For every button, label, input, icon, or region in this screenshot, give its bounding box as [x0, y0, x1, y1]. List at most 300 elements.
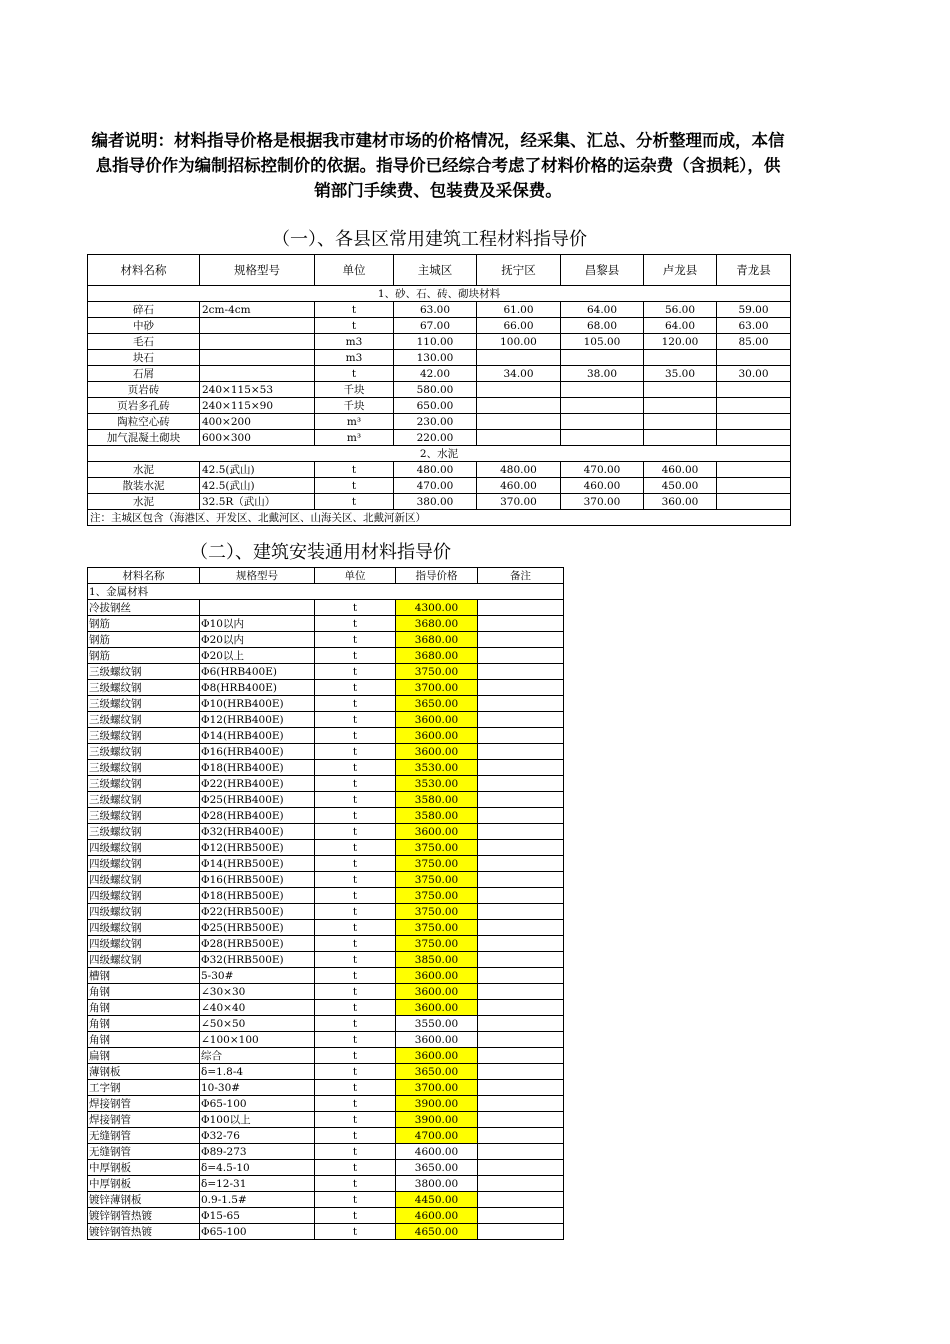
- unit: m3: [315, 350, 394, 366]
- guide-price: 3750.00: [396, 888, 478, 904]
- remark: [478, 1208, 564, 1224]
- material-name: 三级螺纹钢: [88, 760, 200, 776]
- price-main-city: 470.00: [394, 478, 477, 494]
- unit: t: [315, 1208, 396, 1224]
- column-header: 主城区: [394, 255, 477, 286]
- column-header: 备注: [478, 568, 564, 584]
- material-name: 陶粒空心砖: [88, 414, 200, 430]
- material-name: 四级螺纹钢: [88, 888, 200, 904]
- guide-price: 3680.00: [396, 632, 478, 648]
- price-main-city: 480.00: [394, 462, 477, 478]
- unit: t: [315, 1096, 396, 1112]
- table-row: [88, 478, 791, 494]
- remark: [478, 936, 564, 952]
- price-funing: 66.00: [477, 318, 561, 334]
- spec: Φ18(HRB500E): [200, 888, 315, 904]
- remark: [478, 1064, 564, 1080]
- column-header: 材料名称: [88, 255, 200, 286]
- guide-price: 4600.00: [396, 1208, 478, 1224]
- spec: [200, 350, 315, 366]
- table-row: [88, 1016, 564, 1032]
- guide-price: 3680.00: [396, 648, 478, 664]
- material-name: 四级螺纹钢: [88, 904, 200, 920]
- table-row: [88, 632, 564, 648]
- unit: t: [315, 776, 396, 792]
- unit: t: [315, 680, 396, 696]
- spec: ∠40×40: [200, 1000, 315, 1016]
- price-main-city: 130.00: [394, 350, 477, 366]
- table-row: [88, 616, 564, 632]
- spec: Φ25(HRB500E): [200, 920, 315, 936]
- unit: t: [315, 792, 396, 808]
- unit: t: [315, 744, 396, 760]
- remark: [478, 808, 564, 824]
- remark: [478, 920, 564, 936]
- guide-price: 3530.00: [396, 776, 478, 792]
- material-name: 毛石: [88, 334, 200, 350]
- unit: t: [315, 760, 396, 776]
- price-qinglong: [717, 382, 791, 398]
- unit: t: [315, 302, 394, 318]
- material-name: 四级螺纹钢: [88, 952, 200, 968]
- spec: Φ89-273: [200, 1144, 315, 1160]
- price-changli: 470.00: [561, 462, 644, 478]
- unit: t: [315, 616, 396, 632]
- spec: Φ32(HRB400E): [200, 824, 315, 840]
- table-row: [88, 728, 564, 744]
- material-name: 块石: [88, 350, 200, 366]
- material-name: 镀锌钢管热镀: [88, 1224, 200, 1240]
- unit: t: [315, 1064, 396, 1080]
- spec: [200, 318, 315, 334]
- unit: t: [315, 888, 396, 904]
- column-header: 青龙县: [717, 255, 791, 286]
- material-name: 薄钢板: [88, 1064, 200, 1080]
- remark: [478, 792, 564, 808]
- spec: ∠30×30: [200, 984, 315, 1000]
- spec: 0.9-1.5#: [200, 1192, 315, 1208]
- price-main-city: 650.00: [394, 398, 477, 414]
- material-name: 无缝钢管: [88, 1144, 200, 1160]
- column-header: 单位: [315, 568, 396, 584]
- remark: [478, 1000, 564, 1016]
- table-row: [88, 808, 564, 824]
- table-row: [88, 776, 564, 792]
- table-row: [88, 936, 564, 952]
- column-header: 规格型号: [200, 568, 315, 584]
- price-changli: 460.00: [561, 478, 644, 494]
- remark: [478, 664, 564, 680]
- price-changli: 64.00: [561, 302, 644, 318]
- county-price-table: [87, 254, 791, 526]
- guide-price: 3650.00: [396, 1160, 478, 1176]
- table-row: [88, 1080, 564, 1096]
- price-qinglong: [717, 350, 791, 366]
- unit: t: [315, 318, 394, 334]
- remark: [478, 616, 564, 632]
- price-lulong: 35.00: [644, 366, 717, 382]
- table-row: [88, 1048, 564, 1064]
- price-main-city: 220.00: [394, 430, 477, 446]
- material-name: 角钢: [88, 1016, 200, 1032]
- spec: Φ8(HRB400E): [200, 680, 315, 696]
- section-label: 1、金属材料: [88, 584, 564, 600]
- guide-price: 3600.00: [396, 824, 478, 840]
- spec: Φ100以上: [200, 1112, 315, 1128]
- unit: m3: [315, 334, 394, 350]
- table-row: [88, 760, 564, 776]
- price-lulong: [644, 430, 717, 446]
- guide-price: 3750.00: [396, 872, 478, 888]
- material-name: 角钢: [88, 1032, 200, 1048]
- material-name: 镀锌薄钢板: [88, 1192, 200, 1208]
- table1-header-row: [88, 255, 791, 286]
- remark: [478, 1032, 564, 1048]
- material-name: 四级螺纹钢: [88, 872, 200, 888]
- price-qinglong: [717, 478, 791, 494]
- price-changli: 370.00: [561, 494, 644, 510]
- remark: [478, 872, 564, 888]
- unit: t: [315, 840, 396, 856]
- unit: t: [315, 856, 396, 872]
- spec: Φ28(HRB400E): [200, 808, 315, 824]
- unit: t: [315, 1176, 396, 1192]
- guide-price: 3750.00: [396, 920, 478, 936]
- price-funing: 370.00: [477, 494, 561, 510]
- column-header: 昌黎县: [561, 255, 644, 286]
- price-lulong: 120.00: [644, 334, 717, 350]
- guide-price: 3530.00: [396, 760, 478, 776]
- table-row: [88, 792, 564, 808]
- material-name: 水泥: [88, 462, 200, 478]
- price-funing: [477, 430, 561, 446]
- spec: Φ20以内: [200, 632, 315, 648]
- guide-price: 3600.00: [396, 1000, 478, 1016]
- spec: 32.5R（武山）: [200, 494, 315, 510]
- remark: [478, 1096, 564, 1112]
- price-funing: [477, 398, 561, 414]
- price-changli: [561, 350, 644, 366]
- spec: 5-30#: [200, 968, 315, 984]
- unit: t: [315, 1128, 396, 1144]
- spec: Φ16(HRB400E): [200, 744, 315, 760]
- material-name: 四级螺纹钢: [88, 936, 200, 952]
- material-name: 三级螺纹钢: [88, 680, 200, 696]
- remark: [478, 984, 564, 1000]
- price-main-city: 580.00: [394, 382, 477, 398]
- material-name: 槽钢: [88, 968, 200, 984]
- material-name: 中厚钢板: [88, 1160, 200, 1176]
- section-row: [88, 286, 791, 302]
- material-name: 页岩多孔砖: [88, 398, 200, 414]
- price-funing: 480.00: [477, 462, 561, 478]
- unit: t: [315, 920, 396, 936]
- table-row: [88, 1064, 564, 1080]
- table-row: [88, 968, 564, 984]
- table-row: [88, 462, 791, 478]
- remark: [478, 600, 564, 616]
- price-funing: 100.00: [477, 334, 561, 350]
- unit: t: [315, 632, 396, 648]
- unit: t: [315, 1144, 396, 1160]
- material-name: 焊接钢管: [88, 1112, 200, 1128]
- unit: t: [315, 808, 396, 824]
- material-name: 四级螺纹钢: [88, 920, 200, 936]
- remark: [478, 648, 564, 664]
- material-name: 中厚钢板: [88, 1176, 200, 1192]
- remark: [478, 696, 564, 712]
- price-qinglong: 59.00: [717, 302, 791, 318]
- spec: Φ6(HRB400E): [200, 664, 315, 680]
- table-row: [88, 840, 564, 856]
- guide-price: 3750.00: [396, 936, 478, 952]
- remark: [478, 952, 564, 968]
- price-funing: 460.00: [477, 478, 561, 494]
- price-qinglong: [717, 430, 791, 446]
- table-row: [88, 920, 564, 936]
- column-header: 抚宁区: [477, 255, 561, 286]
- price-main-city: 230.00: [394, 414, 477, 430]
- guide-price: 4650.00: [396, 1224, 478, 1240]
- guide-price: 3600.00: [396, 744, 478, 760]
- material-name: 三级螺纹钢: [88, 728, 200, 744]
- price-lulong: 56.00: [644, 302, 717, 318]
- unit: t: [315, 1160, 396, 1176]
- unit: t: [315, 936, 396, 952]
- material-name: 三级螺纹钢: [88, 696, 200, 712]
- spec: Φ32(HRB500E): [200, 952, 315, 968]
- spec: 42.5(武山): [200, 478, 315, 494]
- table1-title: （一）、各县区常用建筑工程材料指导价: [272, 229, 587, 250]
- column-header: 指导价格: [396, 568, 478, 584]
- spec: Φ22(HRB500E): [200, 904, 315, 920]
- column-header: 单位: [315, 255, 394, 286]
- remark: [478, 1160, 564, 1176]
- price-funing: [477, 350, 561, 366]
- price-main-city: 63.00: [394, 302, 477, 318]
- remark: [478, 888, 564, 904]
- guide-price: 4700.00: [396, 1128, 478, 1144]
- price-qinglong: [717, 462, 791, 478]
- unit: m³: [315, 414, 394, 430]
- remark: [478, 1016, 564, 1032]
- remark: [478, 1176, 564, 1192]
- remark: [478, 728, 564, 744]
- guide-price: 3750.00: [396, 664, 478, 680]
- spec: Φ12(HRB400E): [200, 712, 315, 728]
- guide-price: 3750.00: [396, 904, 478, 920]
- remark: [478, 1048, 564, 1064]
- price-qinglong: 30.00: [717, 366, 791, 382]
- remark: [478, 1192, 564, 1208]
- unit: t: [315, 664, 396, 680]
- table-row: [88, 1176, 564, 1192]
- table-row: [88, 1192, 564, 1208]
- unit: t: [315, 366, 394, 382]
- price-lulong: [644, 414, 717, 430]
- table-row: [88, 366, 791, 382]
- price-lulong: [644, 382, 717, 398]
- spec: Φ14(HRB500E): [200, 856, 315, 872]
- remark: [478, 776, 564, 792]
- guide-price: 3650.00: [396, 1064, 478, 1080]
- guide-price: 3600.00: [396, 984, 478, 1000]
- unit: t: [315, 1016, 396, 1032]
- guide-price: 3900.00: [396, 1112, 478, 1128]
- spec: ∠50×50: [200, 1016, 315, 1032]
- remark: [478, 856, 564, 872]
- material-name: 三级螺纹钢: [88, 776, 200, 792]
- table-row: [88, 1144, 564, 1160]
- section-label: 1、砂、石、砖、砌块材料: [88, 286, 791, 302]
- material-name: 三级螺纹钢: [88, 792, 200, 808]
- editor-note: 编者说明：材料指导价格是根据我市建材市场的价格情况，经采集、汇总、分析整理而成，本信息指导价作为编制招标控制价的依据。指导价已经综合考虑了材料价格的运杂费（含损耗），供销部门手续费、包装费及采保费。: [91, 131, 785, 200]
- remark: [478, 712, 564, 728]
- unit: t: [315, 696, 396, 712]
- spec: Φ22(HRB400E): [200, 776, 315, 792]
- unit: t: [315, 462, 394, 478]
- column-header: 规格型号: [200, 255, 315, 286]
- guide-price: 3600.00: [396, 712, 478, 728]
- spec: 240×115×90: [200, 398, 315, 414]
- spec: Φ65-100: [200, 1224, 315, 1240]
- unit: t: [315, 1032, 396, 1048]
- price-qinglong: 85.00: [717, 334, 791, 350]
- unit: t: [315, 494, 394, 510]
- spec: 42.5(武山): [200, 462, 315, 478]
- material-name: 钢筋: [88, 632, 200, 648]
- remark: [478, 840, 564, 856]
- section-label: 2、水泥: [88, 446, 791, 462]
- remark: [478, 1080, 564, 1096]
- spec: 600×300: [200, 430, 315, 446]
- material-name: 镀锌钢管热镀: [88, 1208, 200, 1224]
- material-name: 三级螺纹钢: [88, 808, 200, 824]
- material-name: 三级螺纹钢: [88, 744, 200, 760]
- unit: t: [315, 478, 394, 494]
- spec: δ=1.8-4: [200, 1064, 315, 1080]
- spec: 10-30#: [200, 1080, 315, 1096]
- price-funing: 34.00: [477, 366, 561, 382]
- guide-price: 4300.00: [396, 600, 478, 616]
- spec: Φ14(HRB400E): [200, 728, 315, 744]
- material-name: 碎石: [88, 302, 200, 318]
- table2-title: （二）、建筑安装通用材料指导价: [190, 542, 451, 563]
- spec: Φ18(HRB400E): [200, 760, 315, 776]
- spec: [200, 600, 315, 616]
- table-row: [88, 600, 564, 616]
- guide-price: 3600.00: [396, 1048, 478, 1064]
- table-row: [88, 1128, 564, 1144]
- price-lulong: 450.00: [644, 478, 717, 494]
- material-name: 扁钢: [88, 1048, 200, 1064]
- table-row: [88, 350, 791, 366]
- table-row: [88, 302, 791, 318]
- table-row: [88, 952, 564, 968]
- table-row: [88, 334, 791, 350]
- remark: [478, 680, 564, 696]
- general-material-price-table: [87, 567, 564, 1240]
- price-lulong: [644, 398, 717, 414]
- price-lulong: 460.00: [644, 462, 717, 478]
- guide-price: 3680.00: [396, 616, 478, 632]
- table-row: [88, 856, 564, 872]
- unit: t: [315, 872, 396, 888]
- unit: t: [315, 1224, 396, 1240]
- price-qinglong: [717, 398, 791, 414]
- spec: ∠100×100: [200, 1032, 315, 1048]
- table-row: [88, 904, 564, 920]
- price-lulong: 64.00: [644, 318, 717, 334]
- unit: t: [315, 600, 396, 616]
- table-row: [88, 414, 791, 430]
- spec: Φ10以内: [200, 616, 315, 632]
- price-changli: [561, 382, 644, 398]
- unit: t: [315, 1192, 396, 1208]
- price-qinglong: 63.00: [717, 318, 791, 334]
- table2-header-row: [88, 568, 564, 584]
- unit: m³: [315, 430, 394, 446]
- price-main-city: 380.00: [394, 494, 477, 510]
- column-header: 材料名称: [88, 568, 200, 584]
- remark: [478, 824, 564, 840]
- material-name: 角钢: [88, 984, 200, 1000]
- price-funing: 61.00: [477, 302, 561, 318]
- guide-price: 3550.00: [396, 1016, 478, 1032]
- unit: 千块: [315, 398, 394, 414]
- unit: t: [315, 1080, 396, 1096]
- unit: t: [315, 984, 396, 1000]
- table-row: [88, 318, 791, 334]
- spec: Φ65-100: [200, 1096, 315, 1112]
- material-name: 焊接钢管: [88, 1096, 200, 1112]
- material-name: 钢筋: [88, 616, 200, 632]
- table-row: [88, 1112, 564, 1128]
- remark: [478, 1224, 564, 1240]
- spec: δ=4.5-10: [200, 1160, 315, 1176]
- table-row: [88, 712, 564, 728]
- unit: t: [315, 1000, 396, 1016]
- material-name: 无缝钢管: [88, 1128, 200, 1144]
- unit: t: [315, 968, 396, 984]
- price-qinglong: [717, 414, 791, 430]
- price-changli: [561, 430, 644, 446]
- guide-price: 3600.00: [396, 1032, 478, 1048]
- remark: [478, 968, 564, 984]
- price-changli: 38.00: [561, 366, 644, 382]
- unit: t: [315, 712, 396, 728]
- price-funing: [477, 414, 561, 430]
- material-name: 冷拔钢丝: [88, 600, 200, 616]
- table-row: [88, 1096, 564, 1112]
- table-row: [88, 696, 564, 712]
- unit: 千块: [315, 382, 394, 398]
- spec: 400×200: [200, 414, 315, 430]
- guide-price: 3600.00: [396, 728, 478, 744]
- price-main-city: 42.00: [394, 366, 477, 382]
- spec: 2cm-4cm: [200, 302, 315, 318]
- table-row: [88, 1208, 564, 1224]
- guide-price: 4600.00: [396, 1144, 478, 1160]
- table-row: [88, 680, 564, 696]
- remark: [478, 744, 564, 760]
- price-lulong: [644, 350, 717, 366]
- table-row: [88, 888, 564, 904]
- guide-price: 3850.00: [396, 952, 478, 968]
- table-row: [88, 430, 791, 446]
- guide-price: 3600.00: [396, 968, 478, 984]
- section-row: [88, 584, 564, 600]
